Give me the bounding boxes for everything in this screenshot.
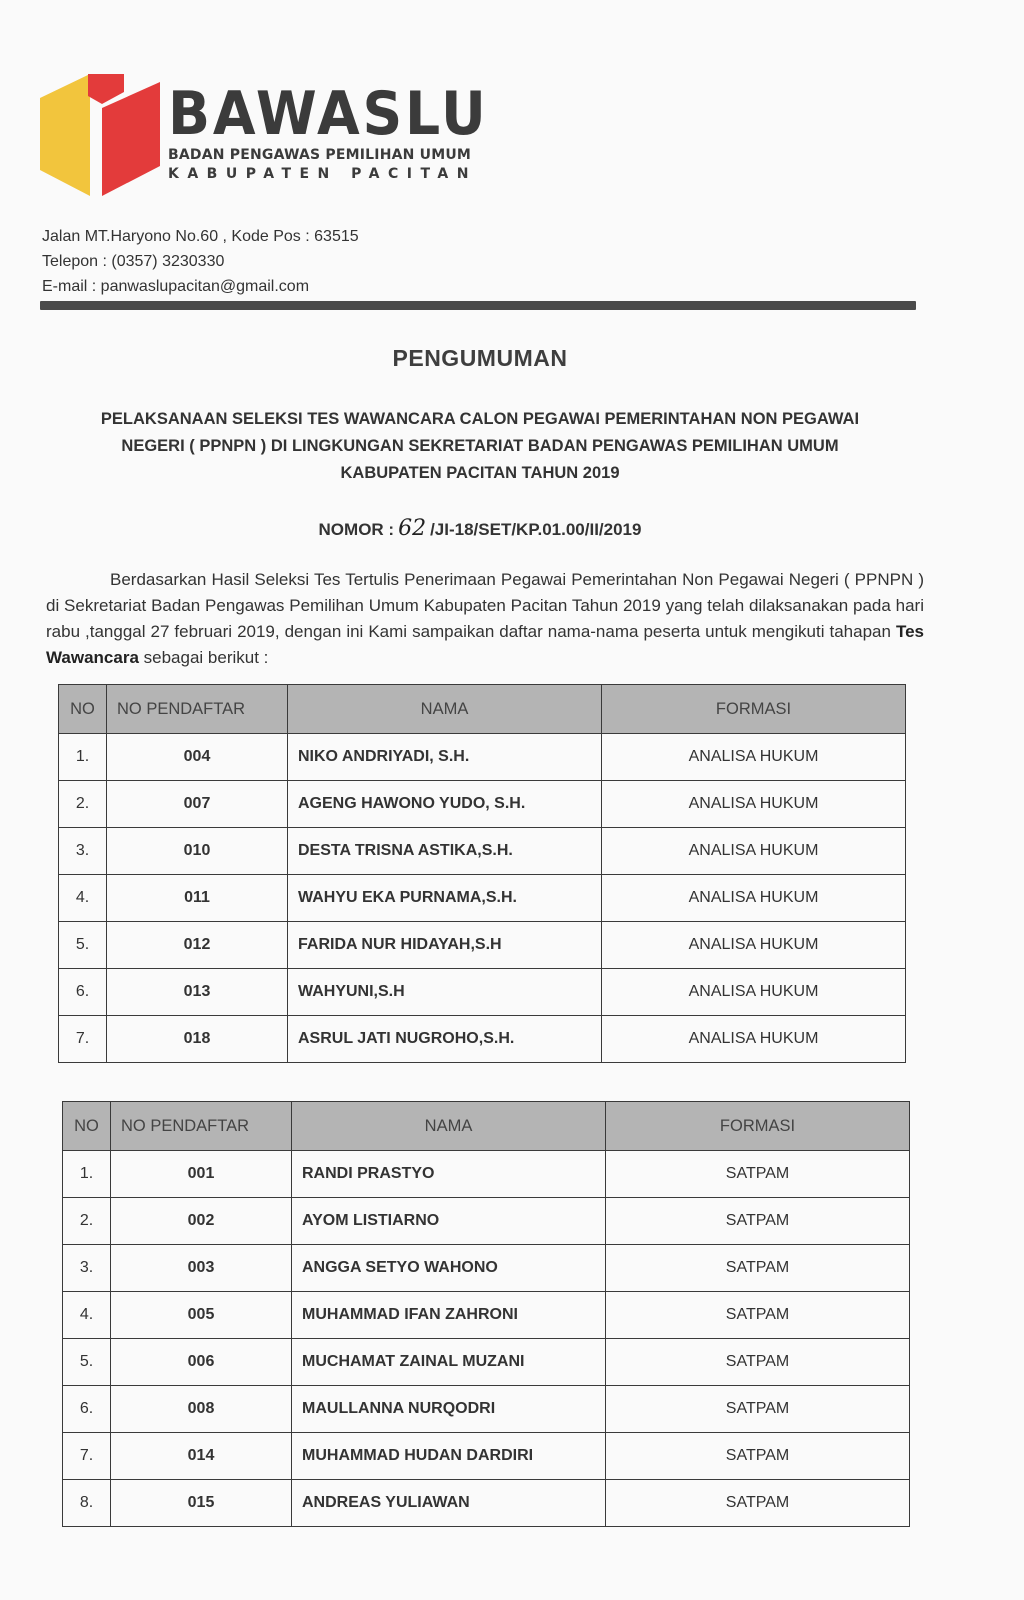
row-number: 1. <box>59 734 107 781</box>
table-row <box>59 969 906 1016</box>
bawaslu-logo-icon <box>40 74 160 196</box>
letterhead-divider <box>40 301 916 310</box>
table-row <box>59 828 906 875</box>
registration-number: 005 <box>111 1292 292 1339</box>
table-row <box>63 1151 910 1198</box>
row-number: 6. <box>63 1386 111 1433</box>
nomor-label: NOMOR : <box>318 520 395 539</box>
phone-line: Telepon : (0357) 3230330 <box>42 253 225 270</box>
org-region: KABUPATEN PACITAN <box>168 166 477 182</box>
registration-number: 013 <box>107 969 288 1016</box>
row-number: 7. <box>59 1016 107 1063</box>
formasi-value: ANALISA HUKUM <box>602 922 906 969</box>
registration-number: 006 <box>111 1339 292 1386</box>
candidate-name: WAHYUNI,S.H <box>288 969 602 1016</box>
table-row <box>63 1386 910 1433</box>
formasi-value: ANALISA HUKUM <box>602 828 906 875</box>
col-reg-header: NO PENDAFTAR <box>107 685 288 734</box>
col-reg-header: NO PENDAFTAR <box>111 1102 292 1151</box>
formasi-value: SATPAM <box>606 1480 910 1527</box>
table-row <box>63 1480 910 1527</box>
letterhead-brand <box>168 79 516 182</box>
table-row <box>59 781 906 828</box>
candidate-name: ANGGA SETYO WAHONO <box>292 1245 606 1292</box>
nomor-handwritten: 62 <box>398 516 427 541</box>
row-number: 5. <box>59 922 107 969</box>
table-body <box>63 1151 910 1527</box>
registration-number: 008 <box>111 1386 292 1433</box>
formasi-value: SATPAM <box>606 1198 910 1245</box>
candidate-name: AYOM LISTIARNO <box>292 1198 606 1245</box>
row-number: 1. <box>63 1151 111 1198</box>
registration-number: 003 <box>111 1245 292 1292</box>
registration-number: 012 <box>107 922 288 969</box>
registration-number: 007 <box>107 781 288 828</box>
row-number: 7. <box>63 1433 111 1480</box>
para-bold: Tes Wawancara <box>46 622 924 667</box>
para-text: Berdasarkan Hasil Seleksi Tes Tertulis Penerimaan Pegawai Pemerintahan Non Pegawai Negeri ( PPNPN ) di Sekretariat Badan Pengawas Pemilihan Umum Kabupaten Pacitan Tahun 2019 yang telah dilaksanakan pada hari rabu ,tanggal 27 februari 2019, dengan ini Kami sampaikan daftar nama-nama peserta untuk mengikuti tahapan <box>46 570 924 641</box>
formasi-value: ANALISA HUKUM <box>602 781 906 828</box>
col-no-header: NO <box>59 685 107 734</box>
candidate-name: MUCHAMAT ZAINAL MUZANI <box>292 1339 606 1386</box>
document-title: PENGUMUMAN <box>392 345 568 371</box>
formasi-value: ANALISA HUKUM <box>602 734 906 781</box>
table-row <box>59 734 906 781</box>
logo-top-panel <box>88 74 124 104</box>
intro-paragraph <box>46 567 924 671</box>
row-number: 3. <box>63 1245 111 1292</box>
subject-line: PELAKSANAAN SELEKSI TES WAWANCARA CALON PEGAWAI PEMERINTAHAN NON PEGAWAI <box>100 410 860 428</box>
candidate-name: FARIDA NUR HIDAYAH,S.H <box>288 922 602 969</box>
formasi-value: ANALISA HUKUM <box>602 969 906 1016</box>
table-row <box>59 1016 906 1063</box>
col-formasi-header: FORMASI <box>606 1102 910 1151</box>
registration-number: 001 <box>111 1151 292 1198</box>
email-line: E-mail : panwaslupacitan@gmail.com <box>42 278 310 295</box>
candidate-name: ASRUL JATI NUGROHO,S.H. <box>288 1016 602 1063</box>
org-name: BAWASLU <box>168 79 489 149</box>
subject-line: KABUPATEN PACITAN TAHUN 2019 <box>340 464 620 482</box>
formasi-value: SATPAM <box>606 1339 910 1386</box>
registration-number: 018 <box>107 1016 288 1063</box>
row-number: 6. <box>59 969 107 1016</box>
candidates-table-analisa-hukum <box>58 684 906 1063</box>
registration-number: 011 <box>107 875 288 922</box>
table-header-row <box>63 1102 910 1151</box>
table-body <box>59 734 906 1063</box>
nomor-suffix: /JI-18/SET/KP.01.00/II/2019 <box>430 520 642 539</box>
row-number: 4. <box>63 1292 111 1339</box>
row-number: 4. <box>59 875 107 922</box>
table-row <box>59 922 906 969</box>
document-subject <box>55 406 905 487</box>
subject-line: NEGERI ( PPNPN ) DI LINGKUNGAN SEKRETARIAT BADAN PENGAWAS PEMILIHAN UMUM <box>121 437 839 455</box>
candidate-name: ANDREAS YULIAWAN <box>292 1480 606 1527</box>
registration-number: 010 <box>107 828 288 875</box>
org-subtitle: BADAN PENGAWAS PEMILIHAN UMUM <box>168 147 472 163</box>
formasi-value: SATPAM <box>606 1245 910 1292</box>
col-formasi-header: FORMASI <box>602 685 906 734</box>
row-number: 5. <box>63 1339 111 1386</box>
formasi-value: ANALISA HUKUM <box>602 1016 906 1063</box>
document-number <box>0 516 960 541</box>
row-number: 2. <box>59 781 107 828</box>
registration-number: 002 <box>111 1198 292 1245</box>
table-row <box>63 1339 910 1386</box>
col-no-header: NO <box>63 1102 111 1151</box>
registration-number: 014 <box>111 1433 292 1480</box>
col-name-header: NAMA <box>288 685 602 734</box>
para-end: sebagai berikut : <box>138 648 269 667</box>
logo-left-panel <box>40 74 90 196</box>
formasi-value: SATPAM <box>606 1151 910 1198</box>
table-row <box>63 1198 910 1245</box>
address-line: Jalan MT.Haryono No.60 , Kode Pos : 63515 <box>42 228 359 245</box>
formasi-value: SATPAM <box>606 1433 910 1480</box>
candidate-name: DESTA TRISNA ASTIKA,S.H. <box>288 828 602 875</box>
candidate-name: MUHAMMAD IFAN ZAHRONI <box>292 1292 606 1339</box>
table-header-row <box>59 685 906 734</box>
formasi-value: SATPAM <box>606 1292 910 1339</box>
candidate-name: WAHYU EKA PURNAMA,S.H. <box>288 875 602 922</box>
address-block <box>42 224 359 299</box>
table-row <box>63 1245 910 1292</box>
row-number: 3. <box>59 828 107 875</box>
candidate-name: NIKO ANDRIYADI, S.H. <box>288 734 602 781</box>
formasi-value: ANALISA HUKUM <box>602 875 906 922</box>
candidate-name: AGENG HAWONO YUDO, S.H. <box>288 781 602 828</box>
row-number: 2. <box>63 1198 111 1245</box>
registration-number: 004 <box>107 734 288 781</box>
candidate-name: RANDI PRASTYO <box>292 1151 606 1198</box>
candidates-table-satpam <box>62 1101 910 1527</box>
row-number: 8. <box>63 1480 111 1527</box>
candidate-name: MAULLANNA NURQODRI <box>292 1386 606 1433</box>
col-name-header: NAMA <box>292 1102 606 1151</box>
registration-number: 015 <box>111 1480 292 1527</box>
table-row <box>59 875 906 922</box>
formasi-value: SATPAM <box>606 1386 910 1433</box>
table-row <box>63 1292 910 1339</box>
candidate-name: MUHAMMAD HUDAN DARDIRI <box>292 1433 606 1480</box>
table-row <box>63 1433 910 1480</box>
